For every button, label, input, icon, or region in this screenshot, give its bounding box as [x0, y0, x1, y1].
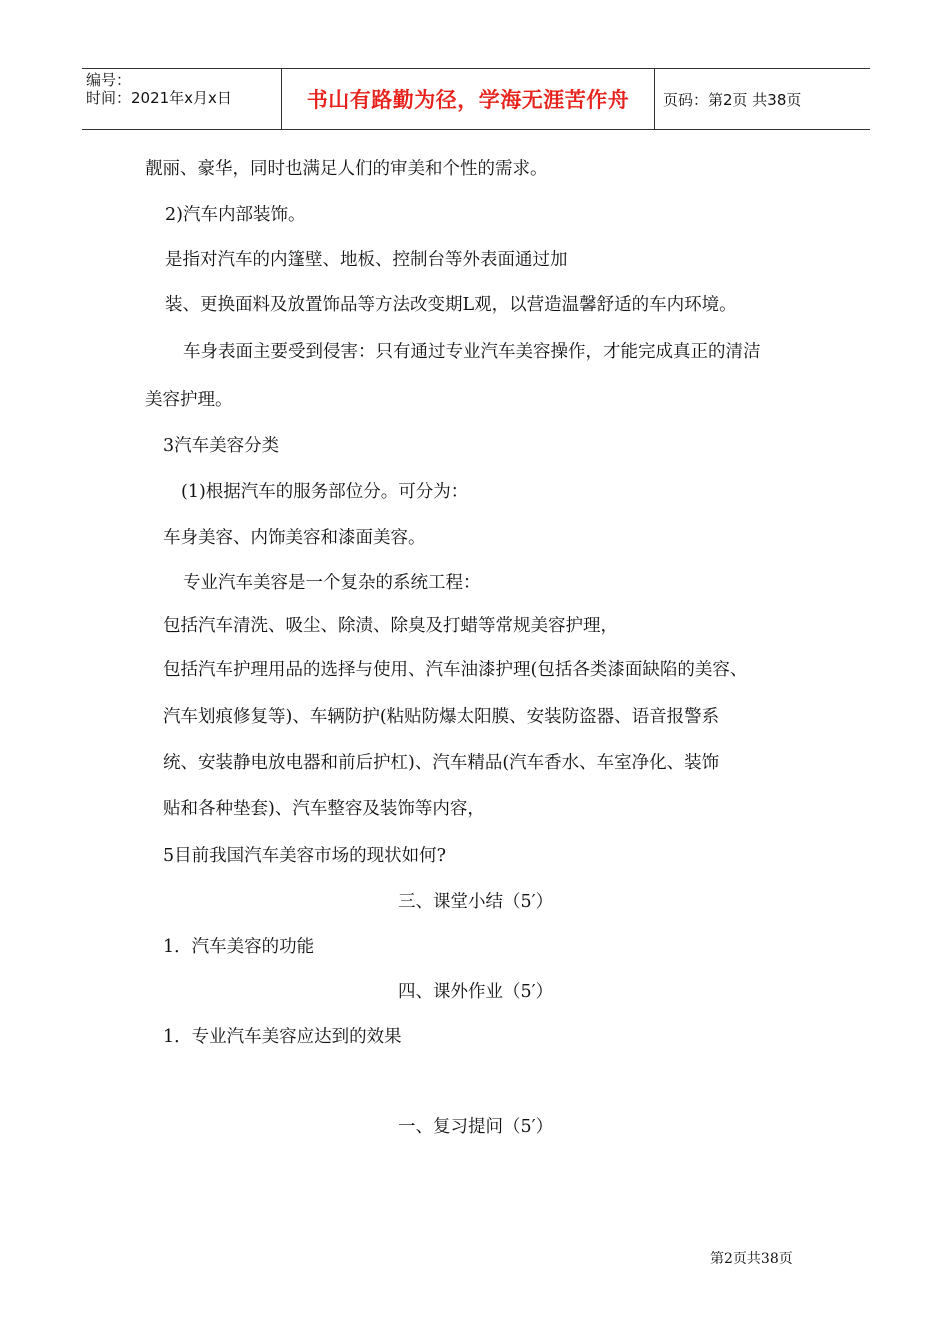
body-line: 美容护理。: [145, 390, 233, 410]
body-line: 5目前我国汽车美容市场的现状如何?: [163, 846, 447, 866]
number-label: 编号：: [86, 71, 132, 89]
body-line: 装、更换面料及放置饰品等方法改变期L观，以营造温馨舒适的车内环境。: [165, 295, 737, 315]
body-line: 3汽车美容分类: [163, 436, 280, 456]
section-heading: 四、课外作业（5′）: [398, 982, 554, 1002]
body-line: 是指对汽车的内篷壁、地板、控制台等外表面通过加: [165, 250, 568, 270]
body-line: 贴和各种垫套)、汽车整容及装饰等内容，: [163, 799, 485, 819]
body-line: 1．汽车美容的功能: [163, 937, 315, 957]
header-page-code: 页码：第2页 共38页: [663, 90, 802, 109]
page-footer: 第2页共38页: [710, 1251, 793, 1267]
body-line: 统、安装静电放电器和前后护杠)、汽车精品(汽车香水、车室净化、装饰: [163, 753, 720, 773]
body-line: 靓丽、豪华，同时也满足人们的审美和个性的需求。: [145, 159, 548, 179]
body-line: (1)根据汽车的服务部位分。可分为：: [181, 482, 469, 502]
time-label: 时间：2021年x月x日: [86, 89, 232, 107]
header-motto: 书山有路勤为径，学海无涯苦作舟: [282, 69, 655, 129]
section-heading: 一、复习提问（5′）: [398, 1117, 554, 1137]
body-line: 汽车划痕修复等)、车辆防护(粘贴防爆太阳膜、安装防盗器、语音报警系: [163, 707, 720, 727]
body-line: 包括汽车护理用品的选择与使用、汽车油漆护理(包括各类漆面缺陷的美容、: [163, 660, 748, 680]
body-line: 车身美容、内饰美容和漆面美容。: [163, 528, 426, 548]
body-line: 1．专业汽车美容应达到的效果: [163, 1027, 402, 1047]
body-line: 包括汽车清洗、吸尘、除渍、除臭及打蜡等常规美容护理，: [163, 616, 618, 636]
body-line: 车身表面主要受到侵害：只有通过专业汽车美容操作，才能完成真正的清洁: [183, 342, 761, 362]
header-meta: [82, 69, 282, 129]
body-line: 专业汽车美容是一个复杂的系统工程：: [183, 573, 481, 593]
page-header: [82, 68, 870, 130]
body-line: 2)汽车内部装饰。: [165, 205, 306, 225]
section-heading: 三、课堂小结（5′）: [398, 892, 554, 912]
